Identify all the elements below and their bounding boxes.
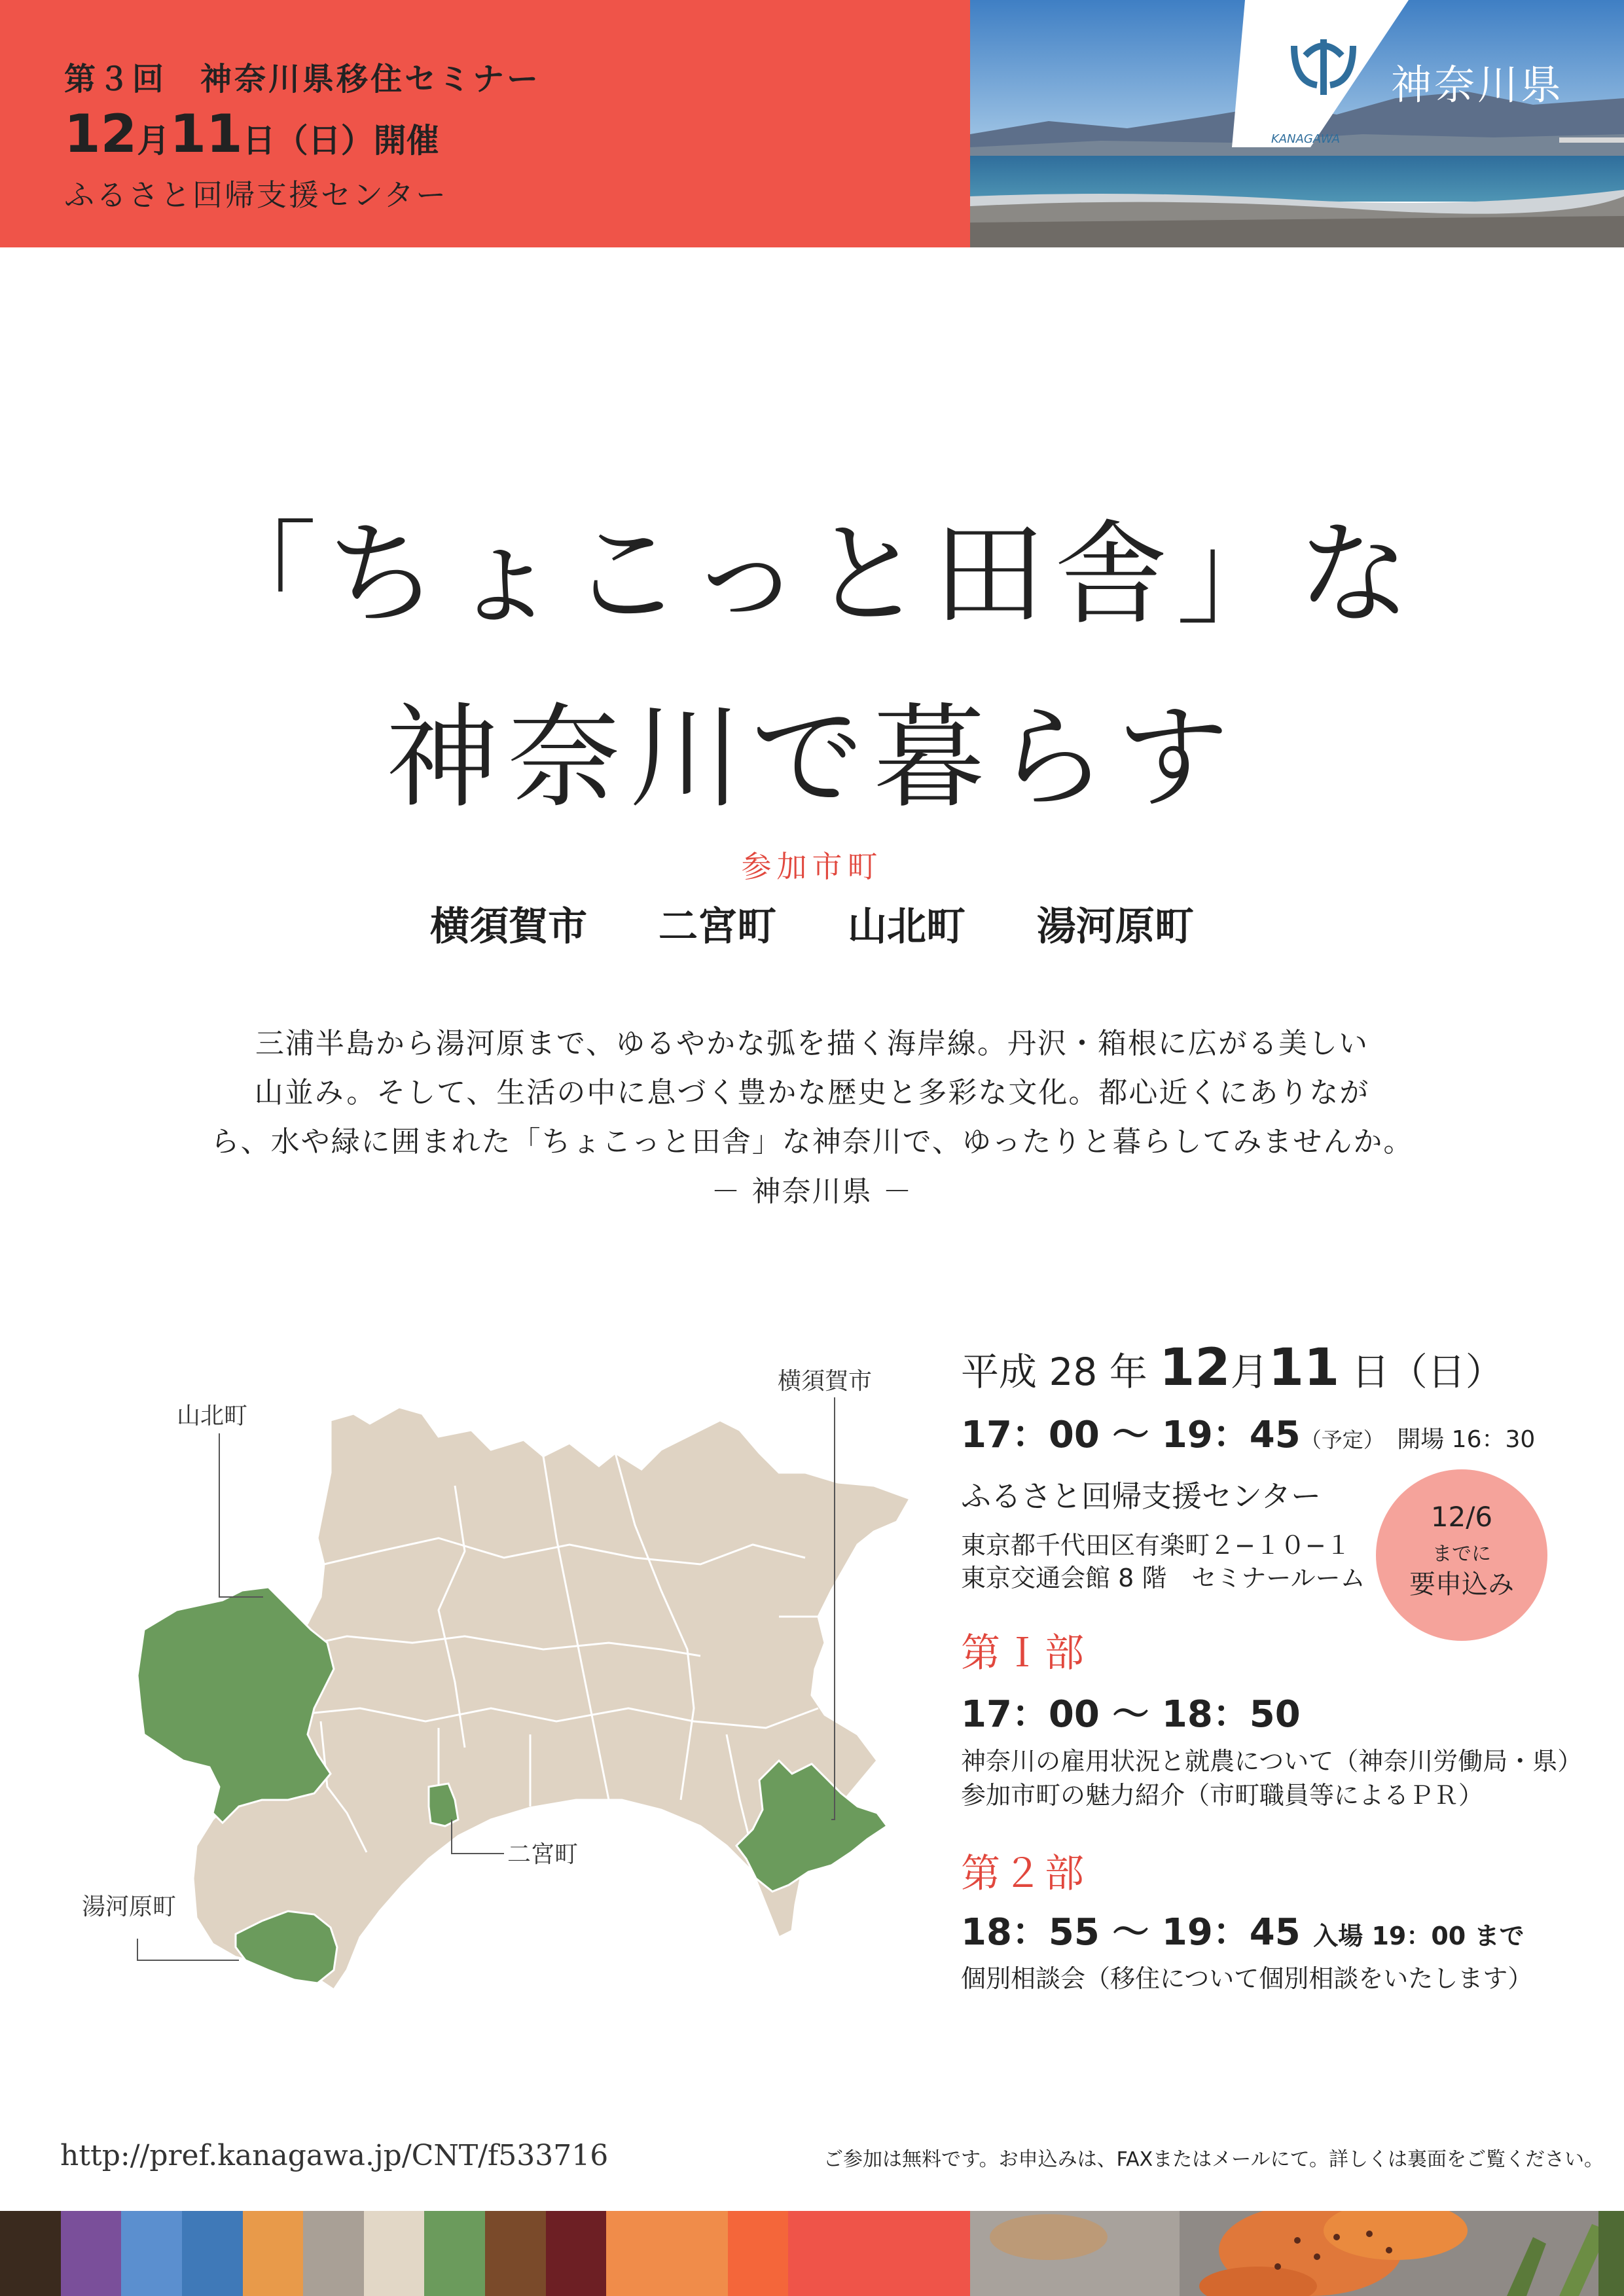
color-swatch (485, 2211, 546, 2296)
seminar-venue: ふるさと回帰支援センター (64, 177, 448, 213)
event-opening: 開場 16：30 (1397, 1426, 1536, 1453)
seminar-date-month: 12 (64, 103, 137, 164)
lily-photo (970, 2211, 1624, 2296)
color-swatch (0, 2211, 61, 2296)
map-label-yugawara: 湯河原町 (82, 1893, 177, 1920)
event-venue-name: ふるさと回帰支援センター (961, 1479, 1322, 1514)
color-swatch (121, 2211, 182, 2296)
color-swatch (546, 2211, 607, 2296)
color-swatch (61, 2211, 122, 2296)
deadline-badge (1376, 1469, 1547, 1641)
event-time-note: （予定） (1300, 1427, 1384, 1452)
event-day: 11 (1268, 1338, 1340, 1397)
event-month: 12 (1159, 1338, 1231, 1397)
main-title-line2: 神奈川で暮らす (386, 692, 1238, 823)
color-swatch (728, 2211, 789, 2296)
seminar-date-rest: 日（日）開催 (242, 122, 439, 160)
coast-photo (970, 0, 1624, 247)
municipalities-heading: 参加市町 (741, 849, 883, 884)
municipality-yugawara: 湯河原町 (1036, 904, 1194, 950)
color-swatch (364, 2211, 425, 2296)
seminar-date-month-char: 月 (137, 122, 170, 160)
event-address-line1: 東京都千代田区有楽町２−１０−１ (961, 1531, 1351, 1560)
map-label-yamakita: 山北町 (177, 1403, 248, 1429)
part2-description: 個別相談会（移住について個別相談をいたします） (961, 1964, 1533, 1993)
info-url-link[interactable]: http://pref.kanagawa.jp/CNT/f533716 (60, 2139, 609, 2172)
color-swatch (909, 2211, 970, 2296)
kanagawa-map-svg (72, 1342, 949, 2036)
municipality-yokosuka: 横須賀市 (430, 904, 588, 950)
intro-signature: － 神奈川県 － (711, 1175, 913, 1208)
map-yamakita-highlight (137, 1587, 334, 1823)
event-month-char: 月 (1230, 1350, 1269, 1394)
color-swatch (424, 2211, 485, 2296)
part2-entry-note: 入場 19：00 まで (1313, 1922, 1525, 1950)
part1-time: 17：00 〜 18：50 (961, 1693, 1301, 1736)
seminar-date (64, 103, 439, 164)
coast-photo-image (970, 0, 1624, 247)
part2-heading: 第２部 (961, 1851, 1087, 1897)
color-swatch (788, 2211, 849, 2296)
intro-line1: 三浦半島から湯河原まで、ゆるやかな弧を描く海岸線。丹沢・箱根に広がる美しい (255, 1027, 1369, 1060)
event-time-range: 17：00 〜 19：45 (961, 1414, 1301, 1456)
event-era: 平成 (961, 1350, 1038, 1394)
map-label-yokosuka: 横須賀市 (778, 1368, 873, 1395)
event-year-char: 年 (1109, 1350, 1147, 1394)
municipality-yamakita: 山北町 (847, 904, 965, 950)
seminar-title: 第３回 神奈川県移住セミナー (64, 61, 541, 98)
municipality-ninomiya: 二宮町 (659, 904, 777, 950)
map-label-ninomiya: 二宮町 (507, 1841, 579, 1868)
main-title-line1: 「ちょこっと田舎」な (204, 509, 1420, 640)
part2-time: 18：55 〜 19：45 (961, 1911, 1301, 1954)
prefecture-logo-text: 神奈川県 (1391, 61, 1564, 109)
color-swatch (667, 2211, 728, 2296)
part2-time-row (961, 1903, 1524, 1956)
deadline-date: 12/6 (1430, 1501, 1493, 1533)
lily-photo-image (970, 2211, 1624, 2296)
event-address-line2: 東京交通会館 8 階 セミナールーム (961, 1564, 1365, 1592)
part1-description-line2: 参加市町の魅力紹介（市町職員等によるＰＲ） (961, 1781, 1484, 1810)
logo-sub-text: KANAGAWA (1271, 132, 1341, 146)
participation-note: ご参加は無料です。お申込みは、FAXまたはメールにて。詳しくは裏面をご覧ください。 (823, 2148, 1604, 2171)
part1-heading: 第Ｉ部 (961, 1630, 1087, 1676)
color-swatch (303, 2211, 364, 2296)
event-year: 28 (1049, 1350, 1098, 1394)
deadline-until: までに (1432, 1543, 1491, 1566)
color-swatch (606, 2211, 667, 2296)
intro-line2: 山並み。そして、生活の中に息づく豊かな歴史と多彩な文化。都心近くにありなが (254, 1076, 1370, 1109)
event-time (961, 1406, 1535, 1458)
event-day-char: 日（日） (1351, 1350, 1504, 1394)
kanagawa-map (72, 1342, 949, 2036)
color-swatch (243, 2211, 304, 2296)
intro-line3: ら、水や緑に囲まれた「ちょこっと田舎」な神奈川で、ゆったりと暮らしてみませんか。 (210, 1125, 1414, 1158)
municipalities-list (0, 895, 1624, 952)
part1-description-line1: 神奈川の雇用状況と就農について（神奈川労働局・県） (961, 1747, 1583, 1776)
color-swatch (182, 2211, 243, 2296)
seminar-date-day: 11 (170, 103, 243, 164)
map-yokosuka-highlight (736, 1761, 887, 1892)
color-swatch (849, 2211, 910, 2296)
event-date (961, 1338, 1504, 1397)
deadline-required: 要申込み (1409, 1570, 1514, 1600)
